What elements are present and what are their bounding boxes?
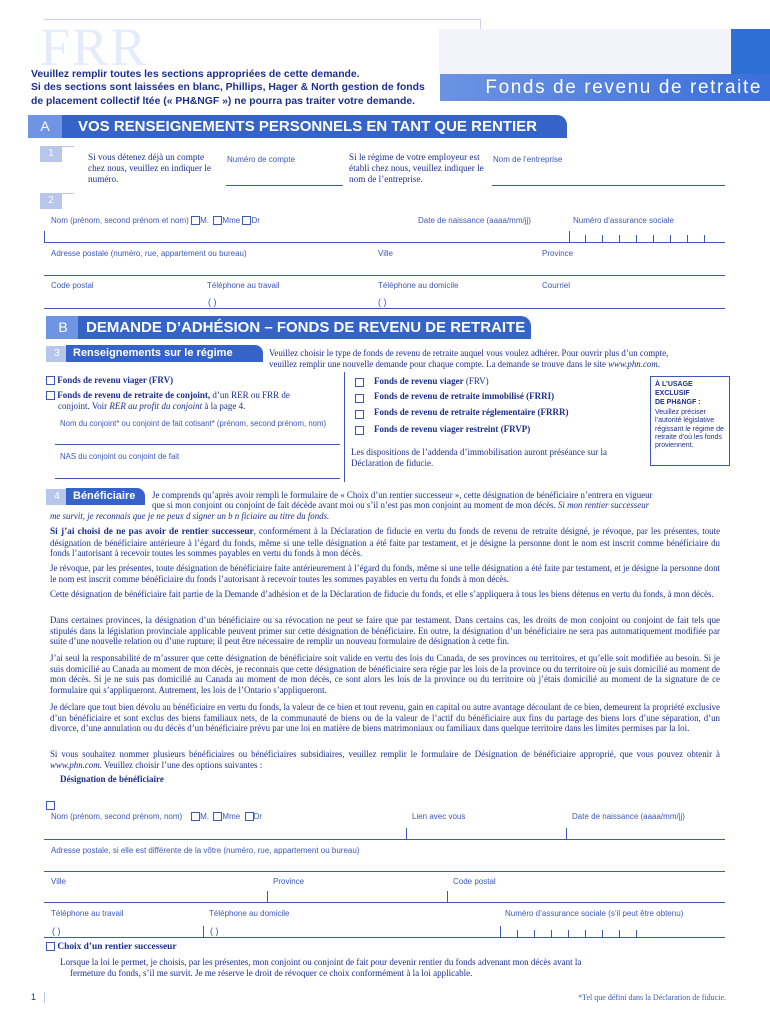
ben-home-phone-tick [203,926,204,938]
digit-separator-tick [636,930,637,937]
plan-instructions: Veuillez choisir le type de fonds de revenu de retraite auquel vous voulez adhérer. Pour ouvrir plus d’un compte, veuillez remplir une nouvelle demande pour chaque compte. La demande se trouve dans le site www.phn.com. [269,348,669,369]
ben-city-field[interactable] [44,902,725,903]
office-use-box [650,376,730,466]
frvp-label[interactable]: Fonds de revenu viager restreint (FRVP) [374,424,531,434]
beneficiary-intro-1-text: Je comprends qu’après avoir rempli le formulaire de « Choix d’un rentier successeur », cette désignation de bénéficiaire n’entrera en vigueur [152,490,653,500]
office-use-h2: EXCLUSIF [655,390,690,397]
work-phone-parens[interactable]: ( ) [208,297,217,307]
digit-separator-tick [653,235,654,242]
no-successor-text: , conformément à la Déclaration de fiducie en vertu du fonds de revenu de retraite désigné, je révoque, par les présentes, toute désignation de bénéficiaire antérieure à l’égard du fonds, même si une telle désignation a été faite par testament, et je désigne la personne dont le nom est inscrit comme bénéficiaire du fonds l’autorisant à recevoir toutes les sommes payables en vertu du fonds à mon décès. [50,526,721,559]
addendum-note [351,447,651,469]
beneficiary-intro-3: me survit, je reconnais que je ne peux d signer un b n ficiaire au titre du fonds. [50,511,330,521]
employer-note: Si le régime de votre employeur est établi chez nous, veuillez indiquer le nom de l’entreprise. [349,152,484,184]
digit-separator-tick [585,930,586,937]
spouse-name-label: Nom du conjoint* ou conjoint de fait cotisant* (prénom, second prénom, nom) [60,419,327,428]
section-a-title: VOS RENSEIGNEMENTS PERSONNELS EN TANT QUE RENTIER [62,115,567,138]
top-rule-tick [480,19,481,29]
header-grey-band [439,29,731,75]
city-label: Ville [378,249,393,258]
digit-separator-tick [619,930,620,937]
frv-right-bold: Fonds de revenu viager [374,376,464,386]
digit-separator-tick [670,235,671,242]
dob-label: Date de naissance (aaaa/mm/jj) [418,216,531,225]
ben-home-phone-parens[interactable]: ( ) [210,926,219,936]
office-use-h1: À L’USAGE [655,381,693,388]
ben-sin-tick [500,926,501,938]
province-label: Province [542,249,574,258]
spousal-suffix: d’un RER ou FRR de [210,390,290,400]
contact-field-line[interactable] [44,308,725,309]
account-number-field[interactable] [226,185,343,186]
beneficiary-intro-1 [152,490,732,511]
frvp-checkbox[interactable] [355,426,364,435]
plan-column-divider [344,372,345,482]
spouse-sin-label: NAS du conjoint ou conjoint de fait [60,452,180,461]
ben-name-row [51,812,262,821]
digit-separator-tick [585,235,586,242]
account-note: Si vous détenez déjà un compte chez nous, veuillez en indiquer le numéro. [88,152,211,184]
frv-right-checkbox[interactable] [355,378,364,387]
applicant-name-text: Nom (prénom, second prénom et nom) [51,216,189,225]
title-m-checkbox[interactable] [191,216,200,225]
page-number: 1 [31,992,37,1002]
step-2-badge: 2 [40,193,62,209]
step-1-badge: 1 [40,146,62,162]
digit-separator-tick [602,235,603,242]
ben-dr-text: Dr [253,812,263,821]
ben-sin-label: Numéro d’assurance sociale (s’il peut être obtenu) [505,909,684,918]
address-field[interactable] [44,275,725,276]
address-label: Adresse postale (numéro, rue, appartement ou bureau) [51,249,247,258]
option-spousal[interactable] [46,390,346,412]
designation-heading: Désignation de bénéficiaire [60,774,164,784]
paragraph-provinces: Dans certaines provinces, la désignation d’un bénéficiaire ou sa révocation ne peut se faire que par testament. Dans certains cas, les droits de mon conjoint ou conjoint de fait tels que stipulés dans la législation provinciale applicable peuvent primer sur cette désignation de bénéficiaire. En outre, la désignation d’un bénéficiaire ne sera pas automatiquement modifiée par suite d’une nouvelle relation ou d’une rupture; il peut être nécessaire de remplir un nouveau formulaire de désignation à cette fin. [50,615,720,647]
applicant-name-field[interactable] [44,242,725,243]
ben-work-phone-parens[interactable]: ( ) [52,926,61,936]
ben-work-phone-label: Téléphone au travail [51,909,124,918]
home-phone-label: Téléphone au domicile [378,281,459,290]
step-1-rule [62,146,74,147]
step-2-rule [62,193,74,194]
section-a-letter: A [28,115,62,138]
beneficiary-intro-2-ital: Si mon rentier successeur [557,500,650,511]
section-b-title: DEMANDE D’ADHÉSION – FONDS DE REVENU DE RETRAITE [78,316,531,339]
digit-separator-tick [704,235,705,242]
paragraph-no-successor [50,526,720,559]
multiple-text-b: . Veuillez choisir l’une des options suivantes : [99,759,263,770]
digit-separator-tick [551,930,552,937]
relation-label: Lien avec vous [412,812,466,821]
footnote: *Tel que défini dans la Déclaration de fiducie. [578,993,726,1002]
postal-label: Code postal [51,281,94,290]
ben-address-field[interactable] [44,871,725,872]
ben-province-tick [267,891,268,903]
office-use-body: Veuillez préciser l’autorité législative régissant le régime de retraite d’où les fonds proviennent. [655,409,724,450]
form-code-watermark: FRR [40,17,149,77]
plan-info-pill: Renseignements sur le régime [66,345,263,362]
title-dr-text: Dr [251,216,260,225]
paragraph-responsibility: J’ai seul la responsabilité de m’assurer que cette désignation de bénéficiaire soit valide en vertu des lois du Canada, de ses provinces ou territoires, et qu’elle soit modifiée au besoin. Si je suis domicilié au Canada au moment de mon décès, je reconnais que cette désignation de bénéficiaire sera régie par les lois de la province ou du territoire où je suis domicilié au moment de mon décès. Si je ne suis pas domicilié au Canada au moment de mon décès, ce sont alors les lois de la province ou du territoire où j’étais domicilié au moment de la signature de ce formulaire qui s’appliqueront. Autrement, les lois de l’Ontario s’appliqueront. [50,653,720,695]
home-phone-parens[interactable]: ( ) [378,297,387,307]
name-field-tick [44,231,45,243]
successor-text [60,957,730,979]
plan-instruction-2: veuillez remplir une nouvelle demande pour chaque compte. La demande se trouve dans le site [269,358,609,369]
office-use-heading [651,377,729,407]
digit-separator-tick [517,930,518,937]
frv-right-label[interactable] [374,376,489,387]
spouse-sin-field[interactable] [55,478,340,479]
digit-separator-tick [687,235,688,242]
ben-postal-tick [447,891,448,903]
frri-label[interactable]: Fonds de revenu de retraite immobilisé (FRRI) [374,391,555,401]
company-name-label: Nom de l’entreprise [493,155,563,164]
successor-text-1: Lorsque la loi le permet, je choisis, par les présentes, mon conjoint ou conjoint de fait pour devenir rentier du fonds advenant mon décès avant la [60,957,582,967]
frrr-checkbox[interactable] [355,410,364,419]
ben-name-field[interactable] [44,839,725,840]
addendum-note-1: Les dispositions de l’addenda d’immobilisation auront préséance sur la [351,447,607,457]
digit-separator-tick [568,930,569,937]
successor-heading: Choix d’un rentier successeur [57,942,177,952]
successor-text-2: fermeture du fonds, s’il me survit. Je me réserve le droit de révoquer ce choix conformément à la loi applicable. [70,967,473,978]
ben-address-label: Adresse postale, si elle est différente de la vôtre (numéro, rue, appartement ou bureau) [51,846,360,855]
spousal-line2c: à la page 4. [202,401,246,411]
frv-left-label: Fonds de revenu viager (FRV) [57,375,174,385]
intro-instructions [31,68,451,108]
spousal-line2a: conjoint. Voir [58,401,110,411]
successor-checkbox[interactable] [46,942,55,951]
ben-m-checkbox[interactable] [191,812,200,821]
frri-checkbox[interactable] [355,394,364,403]
spousal-line2b: RER au profit du conjoint [109,401,203,411]
spousal-checkbox[interactable] [46,391,55,400]
ben-home-phone-label: Téléphone au domicile [209,909,290,918]
section-b-letter: B [46,316,80,339]
office-use-h3: DE PH&NGF : [655,399,701,406]
step-3-badge: 3 [46,346,68,362]
work-phone-label: Téléphone au travail [207,281,280,290]
multiple-text-a: Si vous souhaitez nommer plusieurs bénéficiaires ou bénéficiaires subsidiaires, veuillez remplir le formulaire de Désignation de bénéficiaire approprié, que vous pouvez obtenir à [50,749,720,759]
company-name-field[interactable] [492,185,725,186]
paragraph-scope: Cette désignation de bénéficiaire fait partie de la Demande d’adhésion et de la Déclaration de fiducie du fonds, et elle s’appliquera à tous les biens détenus en vertu du fonds, à mon décès. [50,589,714,599]
ben-m-text: M. [200,812,209,821]
ben-postal-label: Code postal [453,877,496,886]
plan-website-link[interactable]: www.phn.com [608,358,658,369]
title-m-text: M. [200,216,209,225]
addendum-note-2: Déclaration de fiducie. [351,458,434,468]
digit-separator-tick [602,930,603,937]
plan-instruction-1: Veuillez choisir le type de fonds de revenu de retraite auquel vous voulez adhérer. Pour ouvrir plus d’un compte, [269,348,669,358]
sin-label: Numéro d’assurance sociale [573,216,674,225]
ben-mme-text: Mme [222,812,241,821]
ben-dr-checkbox[interactable] [245,812,254,821]
beneficiary-pill: Bénéficiaire [66,488,145,505]
digit-separator-tick [636,235,637,242]
frv-right-rest: (FRV) [463,376,489,386]
ben-province-label: Province [273,877,305,886]
frrr-label[interactable]: Fonds de revenu de retraite réglementaire (FRRR) [374,407,569,417]
page-number-rule [44,992,45,1003]
designation-checkbox[interactable] [46,801,55,810]
applicant-name-label [51,216,260,225]
spousal-label: Fonds de revenu de retraite de conjoint, [57,390,211,400]
intro-line-1: Veuillez remplir toutes les sections appropriées de cette demande. [31,69,360,80]
ben-name-label: Nom (prénom, second prénom, nom) [51,812,183,821]
ben-city-label: Ville [51,877,66,886]
form-title-bar: Fonds de revenu de retraite [440,74,770,101]
email-label: Courriel [542,281,571,290]
option-frv-left[interactable] [46,375,173,386]
account-number-label: Numéro de compte [227,155,296,164]
relation-tick [406,828,407,840]
digit-separator-tick [534,930,535,937]
ben-dob-tick [566,828,567,840]
title-mme-text: Mme [222,216,241,225]
paragraph-multiple [50,749,720,770]
intro-line-2: Si des sections sont laissées en blanc, Phillips, Hager & North gestion de fonds [31,82,425,94]
paragraph-declaration: Je déclare que tout bien dévolu au bénéficiaire en vertu du fonds, la valeur de ce bien et tout revenu, gain en capital ou autre avantage découlant de ce bien, demeurent la propriété exclusive d’un bénéficiaire et sont exclus des biens familiaux nets, de la communauté de biens ou de la valeur de l’actif du bénéficiaire aux fins du partage des biens lors d’une séparation, d’un divorce, d’une annulation ou du décès d’un bénéficiaire prévu par une loi en matière de biens matrimoniaux ou familiaux dans quelque territoire dans les limites permises par la loi. [50,702,720,734]
multiple-web-link[interactable]: www.phn.com [50,759,100,770]
beneficiary-intro-2-text: que si mon conjoint ou conjoint de fait décède avant moi ou s’il n’est pas mon conjoint au moment de mon décès. [152,500,558,511]
sin-field-tick [569,231,570,243]
frv-left-checkbox[interactable] [46,376,55,385]
ben-phone-field[interactable] [44,937,725,938]
intro-line-3: de placement collectif ltée (« PH&NGF ») ne pourra pas traiter votre demande. [31,95,415,107]
successor-row[interactable] [46,942,177,953]
step-4-badge: 4 [46,489,68,505]
ben-dob-label: Date de naissance (aaaa/mm/jj) [572,812,685,821]
spouse-name-field[interactable] [55,444,340,445]
no-successor-bold: Si j’ai choisi de ne pas avoir de rentier successeur [50,527,254,537]
digit-separator-tick [619,235,620,242]
header-blue-block [731,29,770,75]
paragraph-revocation: Je révoque, par les présentes, toute désignation de bénéficiaire faite antérieurement à l’égard du fonds, même si une telle désignation a été faite par testament, et je désigne la personne dont le nom est inscrit comme bénéficiaire du fonds l’autorisant à recevoir toutes les sommes payables en vertu du fonds à mon décès. [50,563,720,584]
